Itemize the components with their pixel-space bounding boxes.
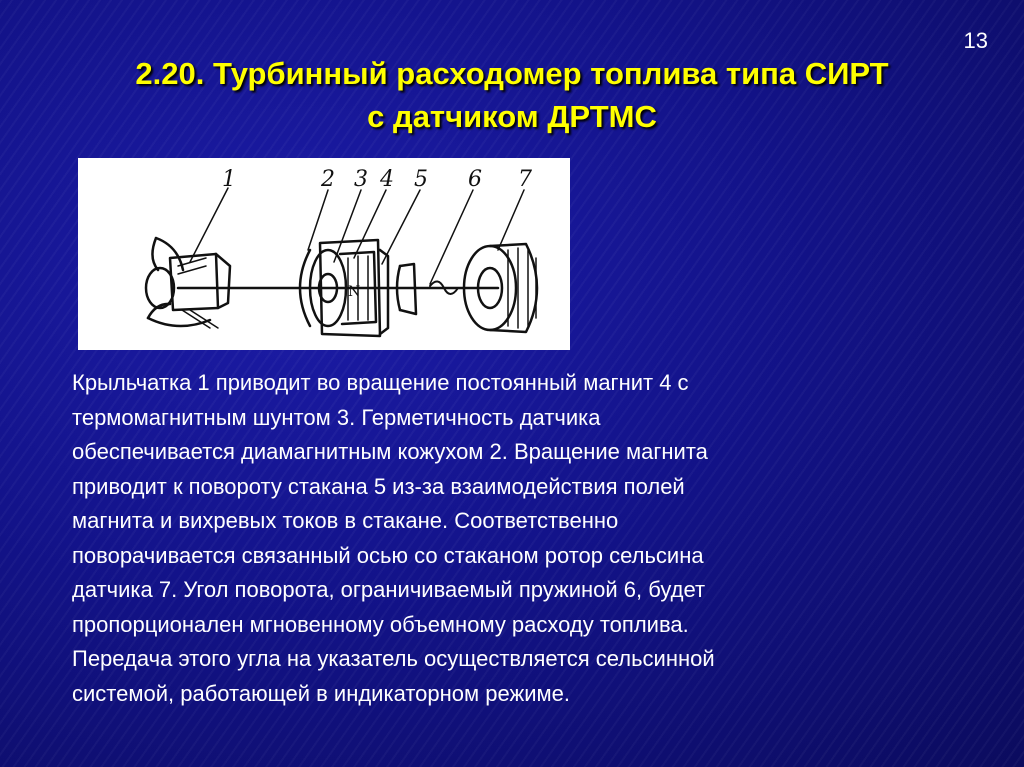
- text-line: магнита и вихревых токов в стакане. Соответственно: [72, 508, 619, 533]
- text-line: обеспечивается диамагнитным кожухом 2. Вращение магнита: [72, 439, 708, 464]
- text-line: пропорционален мгновенному объемному расходу топлива.: [72, 611, 689, 637]
- callout-label-2: 2: [321, 167, 335, 192]
- slide-number: 13: [963, 28, 988, 53]
- callout-label-3: 3: [354, 167, 368, 192]
- text-line: приводит к повороту стакана 5 из-за взаимодействия полей: [72, 473, 685, 499]
- callout-label-7: 7: [518, 167, 532, 192]
- description-text: [72, 366, 952, 711]
- slide-title: [0, 52, 1024, 138]
- impeller: [146, 238, 230, 328]
- text-line: поворачивается связанный осью со стаканом ротор сельсина: [72, 542, 704, 568]
- text-line: системой, работающей в индикаторном режиме.: [72, 680, 570, 706]
- text-line: датчика 7. Угол поворота, ограничиваемый пружиной 6, будет: [72, 577, 706, 602]
- flowmeter-drawing: [78, 158, 570, 350]
- title-line-2: с датчиком ДРТМС: [367, 99, 657, 134]
- callout-label-5: 5: [414, 167, 428, 192]
- title-line-1: 2.20. Турбинный расходомер топлива типа СИРТ: [135, 56, 889, 91]
- callout-label-1: 1: [222, 167, 236, 192]
- text-line: термомагнитным шунтом 3. Герметичность датчика: [72, 404, 601, 430]
- leader-lines: [190, 188, 524, 284]
- flowmeter-diagram: [78, 158, 570, 350]
- text-line: Передача этого угла на указатель осуществляется сельсинной: [72, 646, 715, 671]
- callout-label-4: 4: [380, 167, 394, 192]
- text-line: Крыльчатка 1 приводит во вращение постоянный магнит 4 с: [72, 370, 689, 395]
- callout-label-6: 6: [468, 167, 482, 192]
- magnet-pole-label: N: [348, 284, 361, 300]
